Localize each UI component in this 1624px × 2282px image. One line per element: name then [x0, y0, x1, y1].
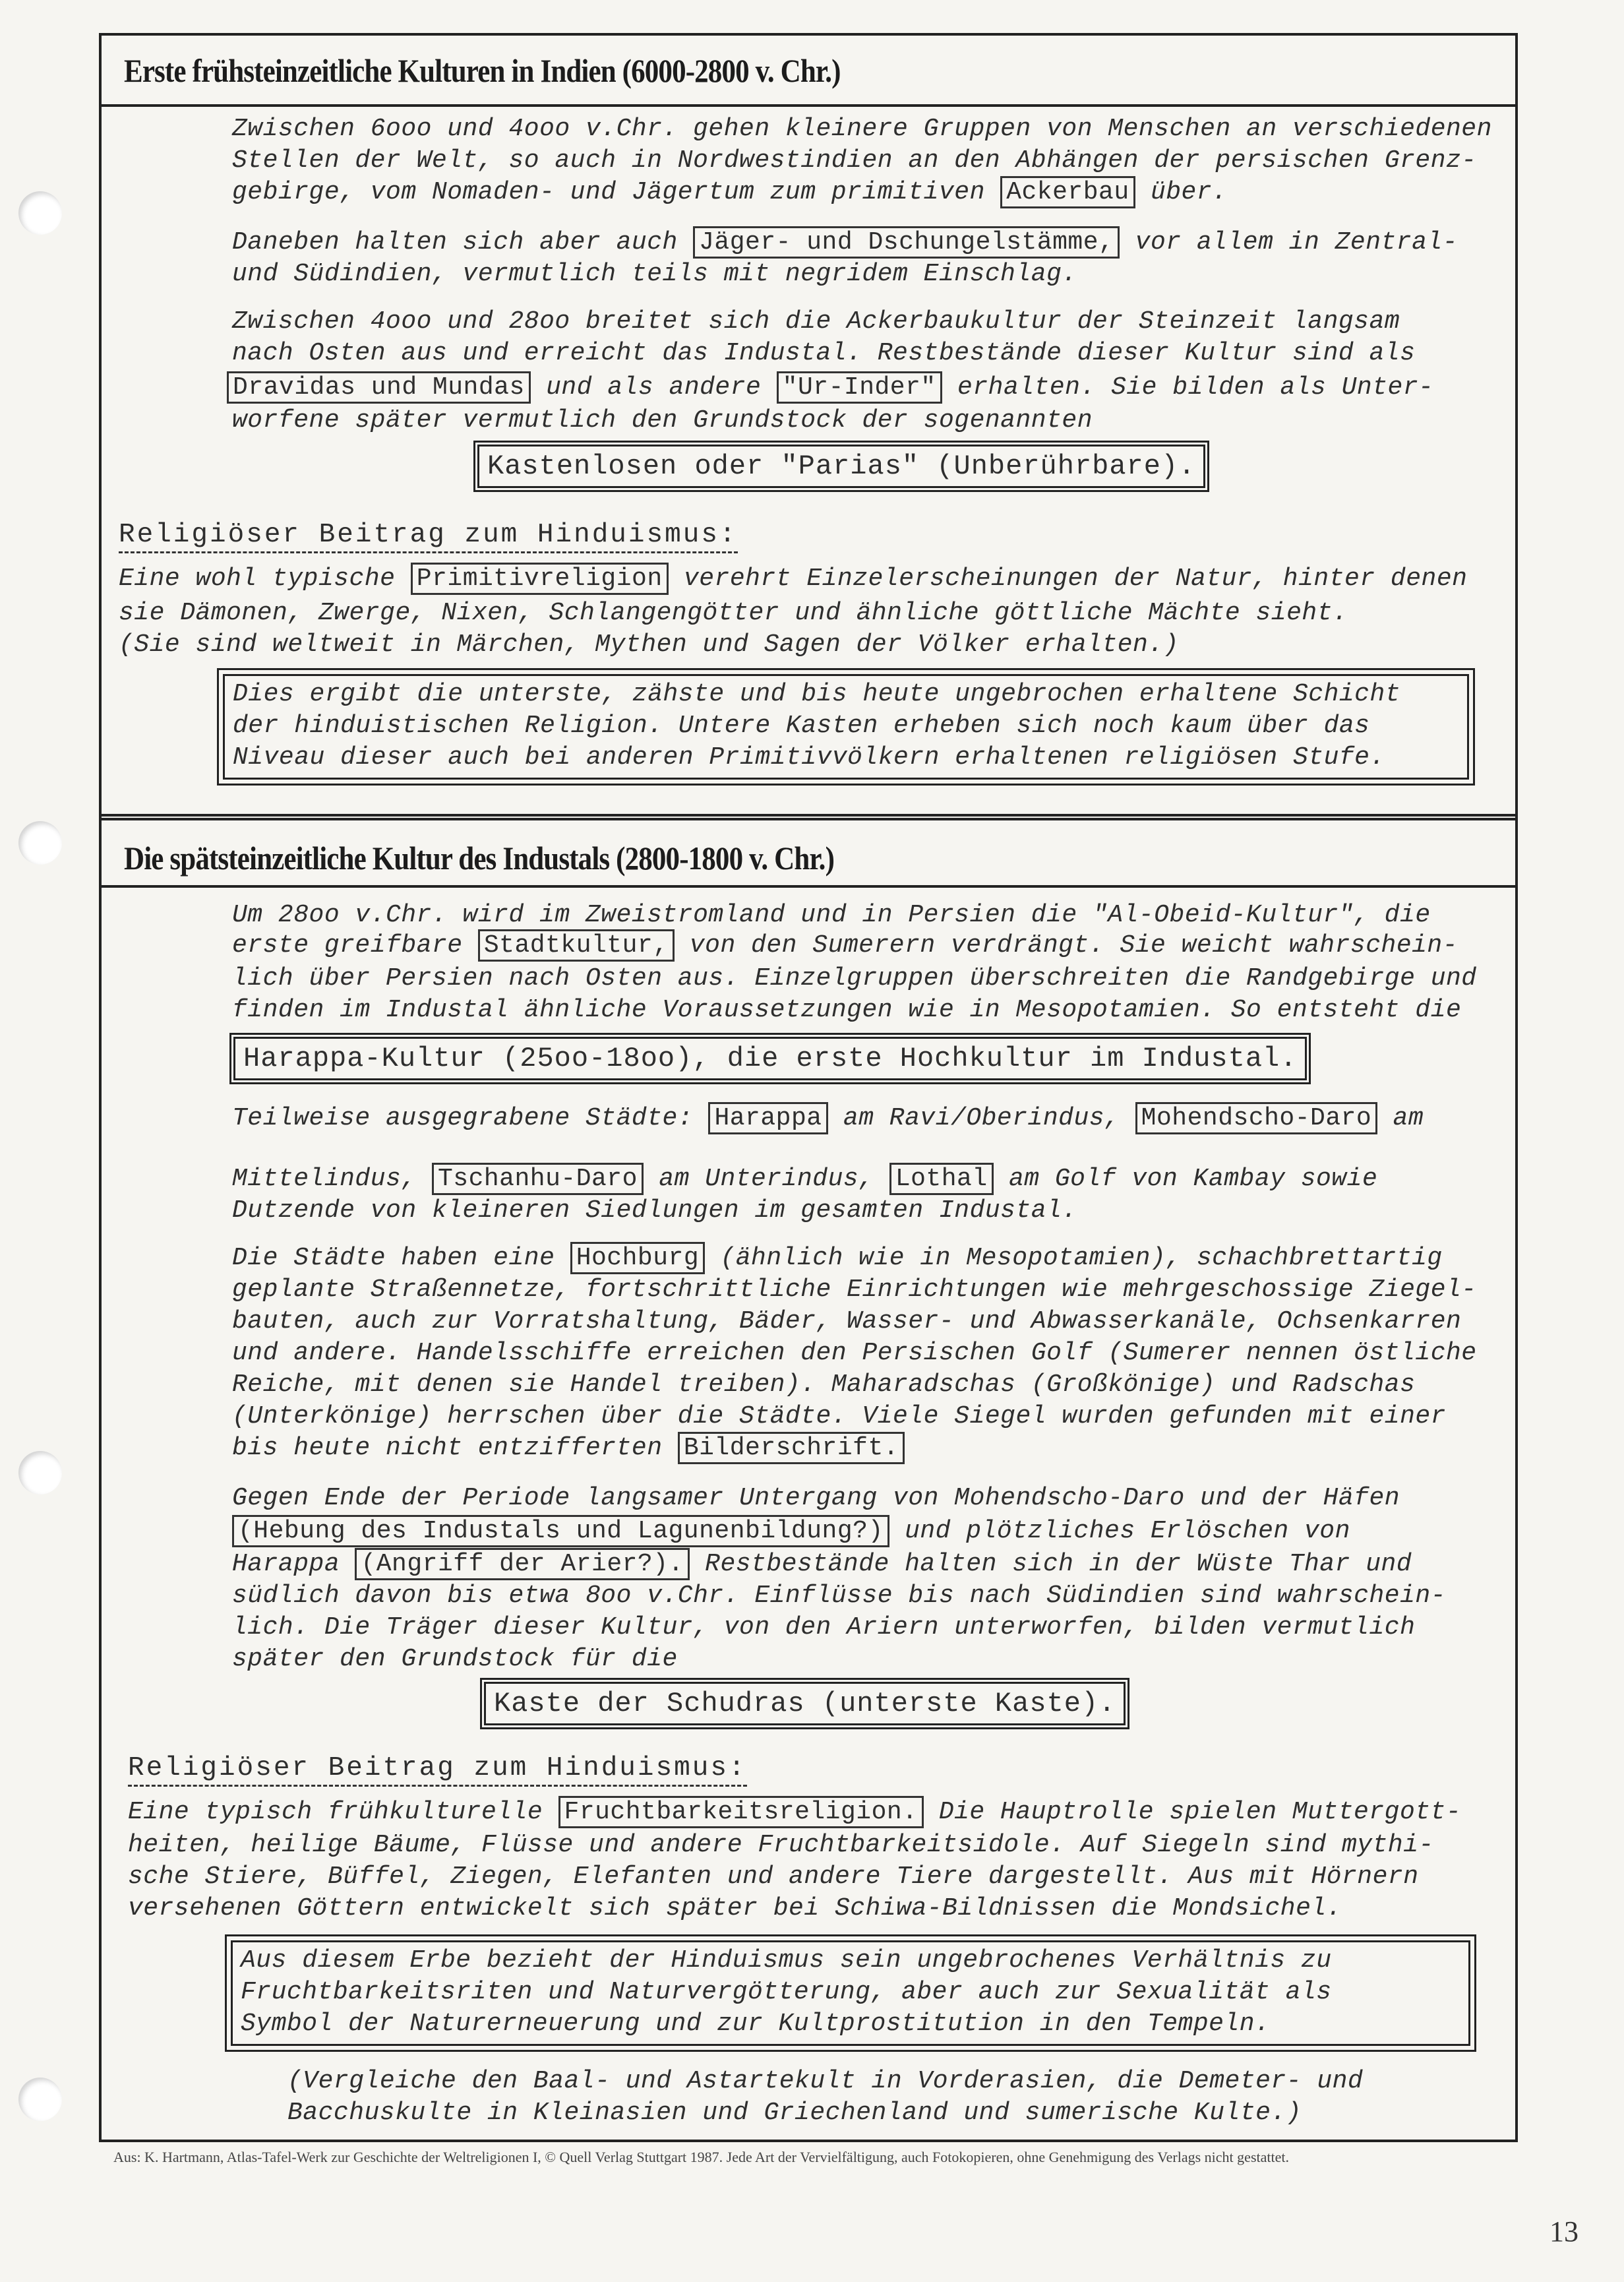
text: Daneben halten sich aber auch — [232, 228, 678, 257]
copyright-footer: Aus: K. Hartmann, Atlas-Tafel-Werk zur Geschichte der Weltreligionen I, © Quell Verlag Stuttgart 1987. Jede Art der Vervielfältigung, auch Fotokopieren, ohne Genehmigung des Verlags nicht gestattet. — [113, 2149, 1289, 2165]
term-box-dravidas: Dravidas und Mundas — [227, 371, 531, 404]
text: von den Sumerern verdrängt. Sie weicht wahrschein- — [689, 931, 1459, 960]
text: und als andere — [546, 373, 762, 402]
text: Restbestände halten sich in der Wüste Thar und — [705, 1550, 1412, 1578]
s2-note-line2: Bacchuskulte in Kleinasien und Griechenland und sumerische Kulte.) — [287, 2099, 1302, 2127]
boxed-statement-1 — [223, 674, 1469, 780]
s2-p3-line6: (Unterkönige) herrschen über die Städte. Viele Siegel wurden gefunden mit einer — [232, 1402, 1446, 1431]
boxed-line: Dies ergibt die unterste, zähste und bis heute ungebrochen erhaltene Schicht — [233, 680, 1401, 708]
s2-p2-line2 — [232, 1163, 1377, 1195]
s2-note-line1: (Vergleiche den Baal- und Astartekult in Vorderasien, die Demeter- und — [287, 2067, 1364, 2095]
highlight-schudras: Kaste der Schudras (unterste Kaste). — [484, 1682, 1126, 1725]
page-frame — [99, 33, 1518, 2142]
highlight-parias: Kastenlosen oder "Parias" (Unberührbare). — [477, 445, 1205, 488]
s2-p2-line3: Dutzende von kleineren Siedlungen im gesamten Industal. — [232, 1196, 1077, 1225]
title-divider — [102, 885, 1515, 888]
s1-p2-line1 — [232, 227, 1458, 259]
s1-rel-line1 — [119, 563, 1467, 595]
s2-p3-line5: Reiche, mit denen sie Handel treiben). Maharadschas (Großkönige) und Radschas — [232, 1371, 1416, 1399]
text: Die Hauptrolle spielen Muttergott- — [938, 1798, 1462, 1826]
term-box-urinder: "Ur-Inder" — [777, 371, 942, 404]
text: Die Städte haben eine — [232, 1244, 555, 1272]
term-box-angriff: (Angriff der Arier?). — [355, 1548, 689, 1580]
text: am Ravi/Oberindus, — [843, 1104, 1120, 1132]
s1-p2-line2: und Südindien, vermutlich teils mit negridem Einschlag. — [232, 260, 1077, 288]
text: Mittelindus, — [232, 1165, 417, 1193]
term-box-ackerbau: Ackerbau — [1000, 176, 1135, 208]
text: Eine wohl typische — [119, 565, 396, 593]
text: Harappa — [232, 1550, 340, 1578]
text: Teilweise ausgegrabene Städte: — [232, 1104, 694, 1132]
text: erhalten. Sie bilden als Unter- — [957, 373, 1434, 402]
s2-p4-line5: lich. Die Träger dieser Kultur, von den Ariern unterworfen, bilden vermutlich — [232, 1613, 1416, 1642]
s2-p4-line6: später den Grundstock für die — [232, 1645, 678, 1673]
s2-p4-line2 — [232, 1516, 1350, 1547]
s2-p3-line4: und andere. Handelsschiffe erreichen den Persischen Golf (Sumerer nennen östliche — [232, 1339, 1477, 1367]
s2-p2-line1 — [232, 1103, 1424, 1134]
boxed-line: Fruchtbarkeitsriten und Naturvergötterung, aber auch zur Sexualität als — [241, 1978, 1332, 2006]
s2-rel-line3: sche Stiere, Büffel, Ziegen, Elefanten und andere Tiere dargestellt. Aus mit Hörnern — [128, 1863, 1419, 1891]
boxed-line: Symbol der Naturerneuerung und zur Kultprostitution in den Tempeln. — [241, 2010, 1271, 2038]
term-box-lothal: Lothal — [889, 1163, 994, 1195]
s2-p1-line2 — [232, 930, 1458, 962]
s2-p1-line1: Um 28oo v.Chr. wird im Zweistromland und in Persien die "Al-Obeid-Kultur", die — [232, 901, 1431, 929]
s2-p3-line2: geplante Straßennetze, fortschrittliche Einrichtungen wie mehrgeschossige Ziegel- — [232, 1276, 1477, 1304]
s2-p4-line1: Gegen Ende der Periode langsamer Untergang von Mohendscho-Daro und der Häfen — [232, 1484, 1400, 1512]
page-number: 13 — [1549, 2215, 1579, 2248]
punch-hole — [18, 2078, 62, 2121]
text: über. — [1150, 178, 1228, 206]
s1-p1-line3 — [232, 177, 1227, 208]
punch-hole — [18, 1451, 62, 1495]
text: am Unterindus, — [659, 1165, 874, 1193]
s1-rel-line2: sie Dämonen, Zwerge, Nixen, Schlangengötter und ähnliche göttliche Mächte sieht. — [119, 599, 1348, 627]
term-box-tschanhu-daro: Tschanhu-Daro — [432, 1163, 644, 1195]
s2-p3-line1 — [232, 1243, 1443, 1274]
text: (ähnlich wie in Mesopotamien), schachbrettartig — [720, 1244, 1443, 1272]
text: vor allem in Zentral- — [1135, 228, 1459, 257]
term-box-hochburg: Hochburg — [570, 1242, 705, 1274]
text: gebirge, vom Nomaden- und Jägertum zum primitiven — [232, 178, 985, 206]
section2-title: Die spätsteinzeitliche Kultur des Industals (2800-1800 v. Chr.) — [124, 840, 835, 877]
term-box-jaeger: Jäger- und Dschungelstämme, — [693, 226, 1120, 259]
s2-rel-line4: versehenen Göttern entwickelt sich später bei Schiwa-Bildnissen die Mondsichel. — [128, 1894, 1342, 1923]
boxed-line: der hinduistischen Religion. Untere Kasten erheben sich noch kaum über das — [233, 712, 1370, 740]
text: Eine typisch frühkulturelle — [128, 1798, 543, 1826]
s1-p1-line2: Stellen der Welt, so auch in Nordwestindien an den Abhängen der persischen Grenz- — [232, 146, 1477, 175]
term-box-primitivreligion: Primitivreligion — [411, 563, 669, 595]
text: am Golf von Kambay sowie — [1008, 1165, 1378, 1193]
s2-p1-line4: finden im Industal ähnliche Voraussetzungen wie in Mesopotamien. So entsteht die — [232, 996, 1462, 1024]
boxed-line: Niveau dieser auch bei anderen Primitivvölkern erhaltenen religiösen Stufe. — [233, 743, 1385, 772]
text: verehrt Einzelerscheinungen der Natur, hinter denen — [683, 565, 1468, 593]
s2-p4-line3 — [232, 1549, 1412, 1580]
highlight-harappa: Harappa-Kultur (25oo-18oo), die erste Hochkultur im Industal. — [233, 1037, 1307, 1080]
term-box-bilderschrift: Bilderschrift. — [678, 1432, 905, 1464]
text: erste greifbare — [232, 931, 463, 960]
s2-p3-line7 — [232, 1433, 905, 1464]
section1-title: Erste frühsteinzeitliche Kulturen in Indien (6000-2800 v. Chr.) — [124, 52, 841, 89]
s1-p3-line2: nach Osten aus und erreicht das Industal. Restbestände dieser Kultur sind als — [232, 339, 1416, 367]
term-box-stadtkultur: Stadtkultur, — [478, 929, 675, 962]
title-divider — [102, 104, 1515, 107]
s1-rel-line3: (Sie sind weltweit in Märchen, Mythen und Sagen der Völker erhalten.) — [119, 631, 1179, 659]
punch-hole — [18, 821, 62, 865]
boxed-line: Aus diesem Erbe bezieht der Hinduismus sein ungebrochenes Verhältnis zu — [241, 1946, 1332, 1975]
text: und plötzliches Erlöschen von — [905, 1517, 1350, 1545]
term-box-fruchtbarkeitsreligion: Fruchtbarkeitsreligion. — [558, 1796, 924, 1828]
s1-p3-line3 — [227, 372, 1433, 404]
punch-hole — [18, 191, 62, 235]
term-box-mohendscho-daro: Mohendscho-Daro — [1135, 1102, 1378, 1134]
text: bis heute nicht entzifferten — [232, 1434, 663, 1462]
s2-p1-line3: lich über Persien nach Osten aus. Einzelgruppen überschreiten die Randgebirge und — [232, 964, 1477, 993]
term-box-hebung: (Hebung des Industals und Lagunenbildung?) — [232, 1515, 889, 1547]
section-separator — [102, 818, 1515, 820]
boxed-statement-2 — [231, 1940, 1470, 2046]
text: am — [1393, 1104, 1424, 1132]
term-box-harappa: Harappa — [708, 1102, 827, 1134]
s2-rel-line2: heiten, heilige Bäume, Flüsse und andere Fruchtbarkeitsidole. Auf Siegeln sind mythi- — [128, 1831, 1434, 1859]
religion-heading-2: Religiöser Beitrag zum Hinduismus: — [128, 1753, 747, 1787]
s1-p3-line4: worfene später vermutlich den Grundstock der sogenannten — [232, 406, 1093, 435]
s1-p1-line1: Zwischen 6ooo und 4ooo v.Chr. gehen kleinere Gruppen von Menschen an verschiedenen — [232, 115, 1492, 143]
s2-p3-line3: bauten, auch zur Vorratshaltung, Bäder, Wasser- und Abwasserkanäle, Ochsenkarren — [232, 1307, 1462, 1336]
s2-p4-line4: südlich davon bis etwa 8oo v.Chr. Einflüsse bis nach Südindien sind wahrschein- — [232, 1582, 1446, 1610]
s1-p3-line1: Zwischen 4ooo und 28oo breitet sich die Ackerbaukultur der Steinzeit langsam — [232, 307, 1400, 336]
religion-heading-1: Religiöser Beitrag zum Hinduismus: — [119, 520, 738, 553]
s2-rel-line1 — [128, 1797, 1461, 1828]
